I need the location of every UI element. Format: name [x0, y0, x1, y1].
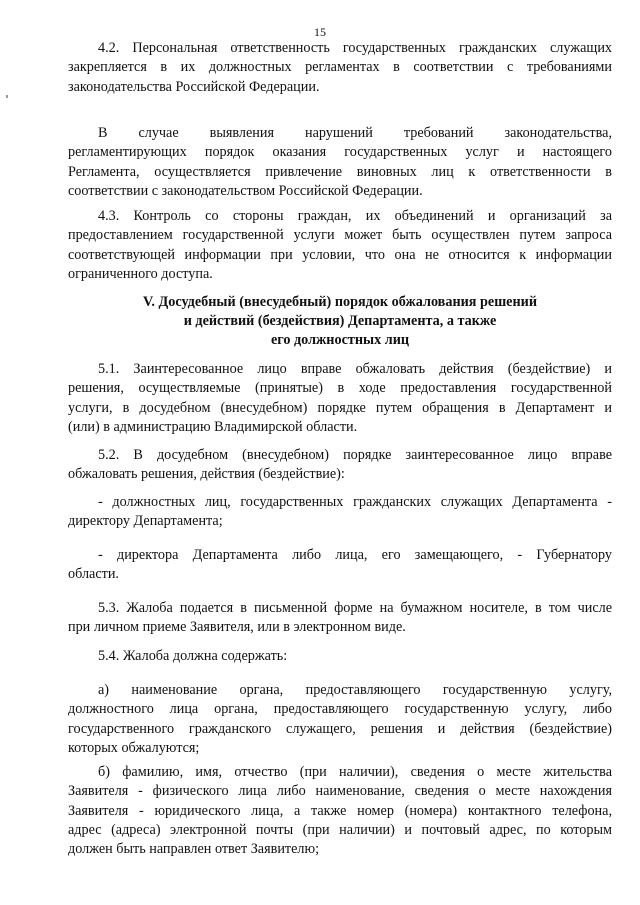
paragraph-5-1: [68, 360, 612, 437]
text-line: 5.3. Жалоба подается в письменной форме на бумажном носителе, в том числе: [98, 600, 612, 616]
text-line: регламентирующих порядок оказания государственных услуг и настоящего: [68, 144, 612, 161]
text-line: адрес (адреса) электронной почты (при наличии) и почтовый адрес, по которым: [68, 821, 612, 838]
text-line: (или) в администрацию Владимирской области.: [68, 418, 358, 435]
paragraph-4-3: [68, 207, 612, 284]
text-line: а) наименование органа, предоставляющего государственную услугу,: [98, 682, 612, 698]
text-line: должен быть направлен ответ Заявителю;: [68, 841, 320, 858]
text-line: соответствии с законодательством Российской Федерации.: [68, 182, 423, 199]
text-line: услуги, в досудебном (внесудебном) порядке путем обращения в Департамент и: [68, 399, 612, 416]
text-line: директору Департамента;: [68, 513, 223, 530]
page-number: 15: [314, 25, 326, 39]
text-line: 5.4. Жалоба должна содержать:: [98, 648, 288, 664]
text-line: которых обжалуются;: [68, 739, 200, 756]
text-line: Заявителя - физического лица либо наименование, сведения о месте нахождения: [68, 783, 612, 800]
section-heading: [68, 293, 612, 350]
text-line: соответствующей информации при условии, что она не относится к информации: [68, 246, 612, 263]
paragraph-5-4: [68, 647, 612, 666]
heading-line: его должностных лиц: [270, 332, 410, 348]
scan-mark: [6, 95, 8, 98]
paragraph-5-3: [68, 599, 612, 638]
paragraph-officials: [68, 493, 612, 532]
text-line: ограниченного доступа.: [68, 265, 213, 282]
text-line: при личном приеме Заявителя, или в электронном виде.: [68, 619, 406, 636]
paragraph-violations: [68, 124, 612, 201]
text-line: области.: [68, 566, 119, 583]
text-line: решения, осуществляемые (принятые) в ходе предоставления государственной: [68, 380, 612, 397]
paragraph-director: [68, 546, 612, 585]
text-line: законодательства Российской Федерации.: [68, 78, 320, 95]
paragraph-5-2: [68, 446, 612, 485]
text-line: 4.3. Контроль со стороны граждан, их объединений и организаций за: [98, 208, 612, 224]
text-line: б) фамилию, имя, отчество (при наличии), сведения о месте жительства: [98, 764, 612, 780]
text-line: - должностных лиц, государственных гражданских служащих Департамента -: [98, 494, 612, 510]
text-line: 5.2. В досудебном (внесудебном) порядке заинтересованное лицо вправе: [98, 447, 612, 463]
paragraph-item-b: [68, 763, 612, 859]
text-line: Регламента, осуществляется привлечение виновных лиц к ответственности в: [68, 163, 612, 180]
text-line: предоставлением государственной услуги может быть осуществлен путем запроса: [68, 227, 612, 244]
heading-line: V. Досудебный (внесудебный) порядок обжалования решений: [143, 294, 537, 310]
text-line: 5.1. Заинтересованное лицо вправе обжаловать действия (бездействие) и: [98, 361, 612, 377]
text-line: должностного лица органа, предоставляющего государственную услугу, либо: [68, 701, 612, 718]
text-line: - директора Департамента либо лица, его замещающего, - Губернатору: [98, 547, 612, 563]
paragraph-4-2: [68, 39, 612, 97]
text-line: 4.2. Персональная ответственность государственных гражданских служащих: [98, 40, 612, 56]
text-line: Заявителя - юридического лица, а также номер (номера) контактного телефона,: [68, 802, 612, 819]
paragraph-item-a: [68, 681, 612, 758]
text-line: закрепляется в их должностных регламентах в соответствии с требованиями: [68, 59, 612, 76]
heading-line: и действий (бездействия) Департамента, а также: [183, 313, 497, 329]
text-line: обжаловать решения, действия (бездействие):: [68, 466, 345, 483]
text-line: В случае выявления нарушений требований законодательства,: [98, 125, 612, 141]
text-line: государственного гражданского служащего, решения и действия (бездействие): [68, 720, 612, 737]
